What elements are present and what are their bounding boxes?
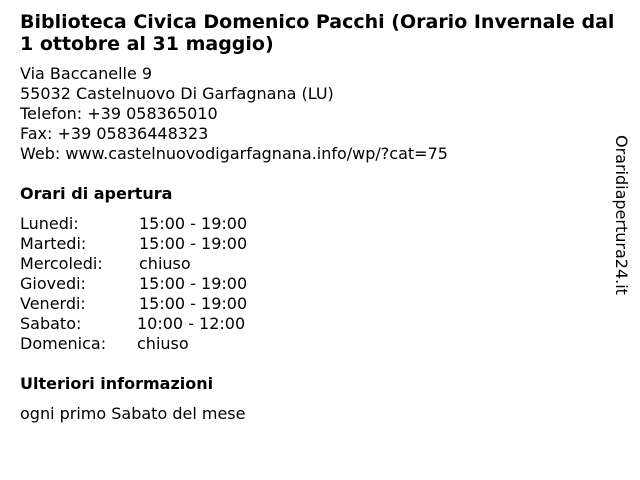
address-city: 55032 Castelnuovo Di Garfagnana (LU) [20, 84, 334, 103]
hours-value: chiuso [137, 334, 189, 353]
day-label: Martedi: [20, 234, 87, 253]
opening-hours-table [20, 214, 300, 354]
fax-number: Fax: +39 05836448323 [20, 124, 209, 143]
opening-hours-heading: Orari di apertura [20, 184, 173, 203]
hours-row-thursday [20, 274, 300, 294]
day-label: Venerdi: [20, 294, 86, 313]
day-label: Lunedi: [20, 214, 79, 233]
day-label: Domenica: [20, 334, 107, 353]
hours-value: chiuso [139, 254, 191, 273]
day-label: Giovedi: [20, 274, 86, 293]
site-watermark: Oraridiapertura24.it [612, 135, 631, 295]
day-label: Mercoledi: [20, 254, 103, 273]
page-title: Biblioteca Civica Domenico Pacchi (Orario Invernale dal 1 ottobre al 31 maggio) [20, 11, 615, 55]
day-label: Sabato: [20, 314, 82, 333]
contact-info [20, 64, 448, 164]
hours-value: 15:00 - 19:00 [139, 214, 248, 233]
hours-row-monday [20, 214, 300, 234]
hours-row-friday [20, 294, 300, 314]
hours-value: 10:00 - 12:00 [137, 314, 246, 333]
phone-number: Telefon: +39 058365010 [20, 104, 218, 123]
additional-info-text: ogni primo Sabato del mese [20, 404, 246, 423]
hours-row-tuesday [20, 234, 300, 254]
hours-value: 15:00 - 19:00 [139, 234, 248, 253]
website: Web: www.castelnuovodigarfagnana.info/wp/?cat=75 [20, 144, 448, 163]
hours-row-sunday [20, 334, 300, 354]
hours-value: 15:00 - 19:00 [139, 294, 248, 313]
hours-row-wednesday [20, 254, 300, 274]
hours-value: 15:00 - 19:00 [139, 274, 248, 293]
address-street: Via Baccanelle 9 [20, 64, 153, 83]
hours-row-saturday [20, 314, 300, 334]
additional-info-heading: Ulteriori informazioni [20, 374, 214, 393]
